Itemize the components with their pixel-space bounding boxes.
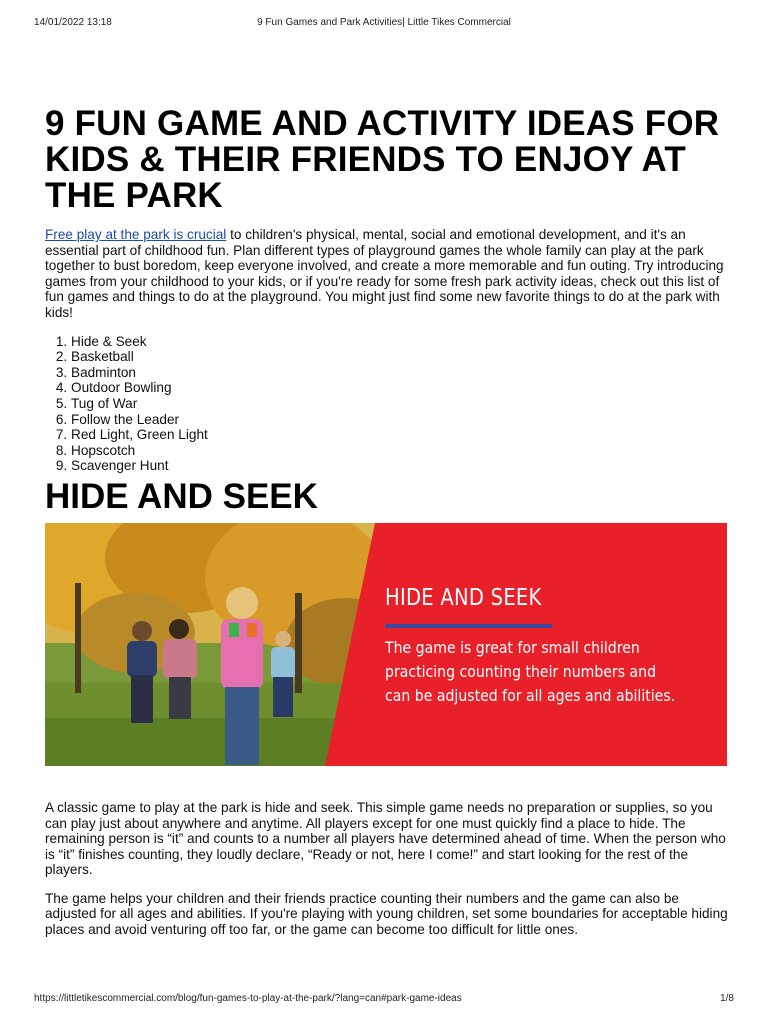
list-item: 8. Hopscotch — [71, 443, 730, 459]
hero-heading: HIDE AND SEEK — [385, 584, 542, 611]
hero-image — [45, 523, 727, 766]
list-item: 4. Outdoor Bowling — [71, 380, 730, 396]
article — [45, 106, 730, 938]
game-list — [45, 334, 730, 474]
hero-text: The game is great for small children practicing counting their numbers and can be adjusted for all ages and abilities. — [385, 637, 676, 705]
print-footer — [34, 993, 734, 1004]
page-title: 9 FUN GAME AND ACTIVITY IDEAS FOR KIDS & THEIR FRIENDS TO ENJOY AT THE PARK — [45, 104, 720, 215]
paragraph-1: A classic game to play at the park is hide and seek. This simple game needs no preparation or supplies, so you can play just about anywhere and anytime. All players except for one must quickly find a place to hide. The remaining person is “it” and counts to a number all players have determined ahead of time. When the person who is “it” finishes counting, they loudly declare, “Ready or not, here I come!” and start looking for the rest of the players. — [45, 799, 726, 878]
list-item: 3. Badminton — [71, 365, 730, 381]
hero-underline — [385, 624, 552, 628]
list-item: 1. Hide & Seek — [71, 334, 730, 350]
print-url: https://littletikescommercial.com/blog/fun-games-to-play-at-the-park/?lang=can#park-game-ideas — [34, 993, 462, 1004]
page-number: 1/8 — [720, 993, 734, 1004]
intro-paragraph — [45, 227, 730, 321]
list-item: 7. Red Light, Green Light — [71, 427, 730, 443]
free-play-link[interactable]: Free play at the park is crucial — [45, 227, 227, 242]
intro-text: to children's physical, mental, social and emotional development, and it's an essential part of childhood fun. Plan different types of playground games the whole family can play at the park together to bust boredom, keep everyone involved, and create a more memorable and fun outing. Try introducing games from your childhood to your kids, or if you're ready for some fresh park activity ideas, check out this list of fun games and things to do at the playground. You might just find some new favorite things to do at the park with kids! — [45, 227, 724, 320]
paragraph-2: The game helps your children and their friends practice counting their numbers and the game can also be adjusted for all ages and abilities. If you're playing with young children, set some boundaries for acceptable hiding places and avoid venturing off too far, or the game can become too difficult for little ones. — [45, 890, 728, 938]
list-item: 6. Follow the Leader — [71, 412, 730, 428]
list-item: 9. Scavenger Hunt — [71, 458, 730, 474]
print-page-title: 9 Fun Games and Park Activities| Little Tikes Commercial — [257, 17, 511, 28]
list-item: 2. Basketball — [71, 349, 730, 365]
list-item: 5. Tug of War — [71, 396, 730, 412]
section-title-hide-and-seek: HIDE AND SEEK — [45, 476, 318, 516]
print-header — [34, 17, 734, 28]
print-datetime: 14/01/2022 13:18 — [34, 17, 112, 28]
